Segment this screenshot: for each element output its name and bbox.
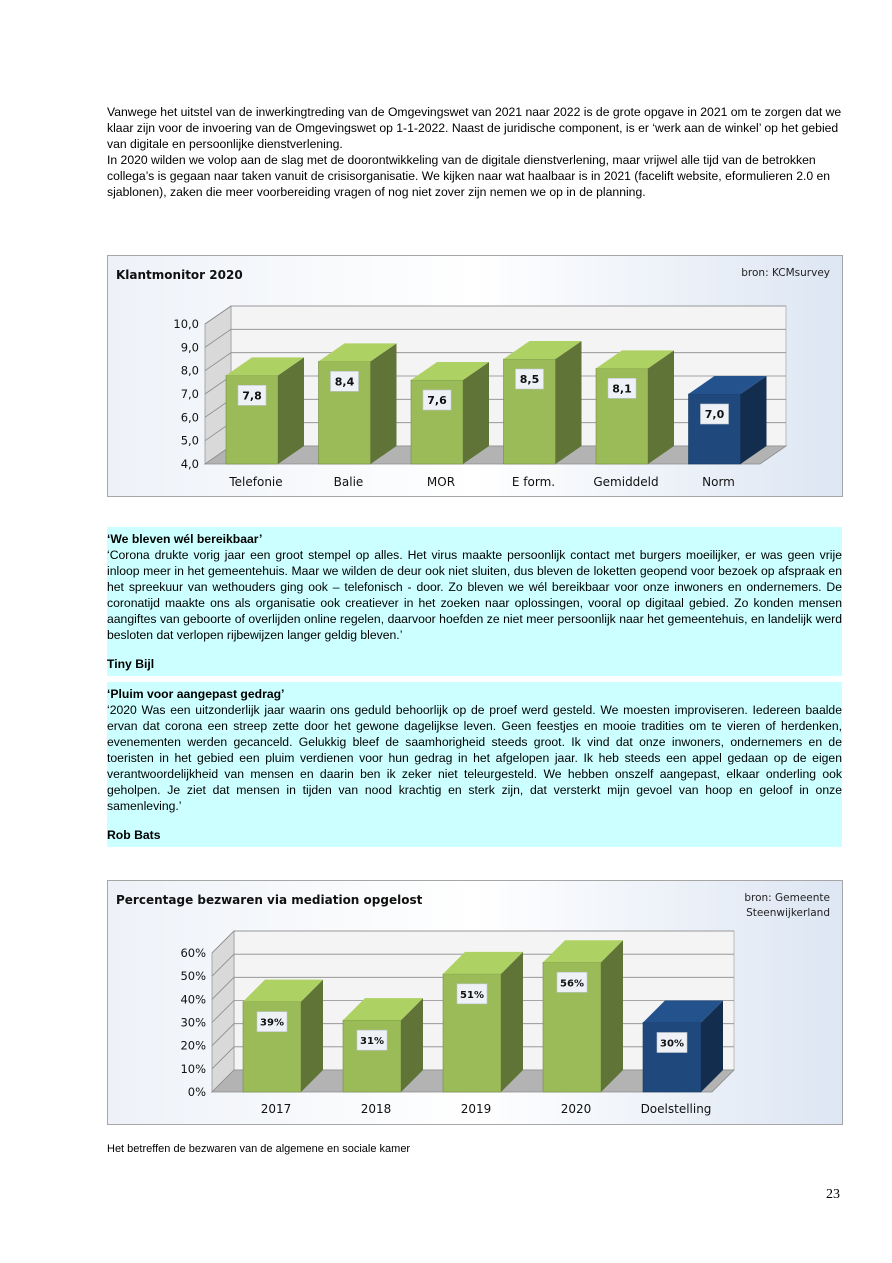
x-tick-label: 2018 [360, 1102, 392, 1116]
y-tick-label: 6,0 [180, 410, 199, 425]
bar-side [556, 341, 582, 464]
bar [411, 362, 489, 464]
quote-title: ‘We bleven wél bereikbaar’ [107, 532, 263, 546]
data-label: 7,6 [427, 394, 447, 407]
quote-block [107, 527, 842, 676]
data-label: 7,8 [242, 389, 262, 403]
bar-side [501, 952, 523, 1092]
y-tick-label: 9,0 [180, 340, 199, 355]
x-tick-label: 2020 [560, 1102, 592, 1116]
x-tick-label: Telefonie [229, 475, 283, 489]
y-tick-label: 20% [180, 1038, 206, 1053]
chart-source [744, 891, 830, 921]
chart-source-line: bron: Gemeente [744, 892, 830, 904]
intro-paragraph: In 2020 wilden we volop aan de slag met de doorontwikkeling van de digitale dienstverlening, maar vrijwel alle tijd van de betrokken collega’s is gegaan naar taken vanuit de crisisorganisatie. We kijken naar wat haalbaar is in 2021 (facelift website, eformulieren 2.0 en sjablonen), zaken die meer voorbereiding vragen of nog niet zover zijn nemen we op in de planning. [107, 153, 831, 199]
chart-title: Klantmonitor 2020 [116, 268, 243, 282]
y-tick-label: 0% [187, 1085, 206, 1099]
data-label: 39% [260, 1017, 284, 1029]
bar [226, 357, 304, 464]
bar [689, 376, 767, 464]
quote-text: ‘2020 Was een uitzonderlijk jaar waarin ons geduld behoorlijk op de proef werd gesteld. We moesten improviseren. Iedereen baalde ervan dat corona een streep zette door het gewone dagelijkse leven. Geen feestjes en mooie tradities om te vieren of herdenken, evenementen werden gecanceld. Gelukkig bleef de saamhorigheid steeds groot. Ik vind dat onze inwoners, ondernemers en de toeristen in het gebied een pluim verdienen voor hun gedrag in het afgelopen jaar. Ik heb steeds een appel gedaan op de eigen verantwoordelijkheid van mensen en daarin ben ik zeker niet teleurgesteld. We hebben onszelf aangepast, elkaar onderling ook geholpen. Je ziet dat mensen in tijden van nood krachtig en sterk zijn, dat versterkt mijn gevoel van hoop en geloof in onze samenleving.’ [107, 703, 842, 813]
data-label: 56% [560, 978, 584, 990]
y-tick-label: 8,0 [180, 363, 199, 378]
x-tick-label: E form. [511, 475, 556, 489]
data-label: 31% [360, 1036, 384, 1048]
bar [319, 343, 397, 464]
intro-paragraph: Vanwege het uitstel van de inwerkingtreding van de Omgevingswet van 2021 naar 2022 is de grote opgave in 2021 om te zorgen dat we klaar zijn voor de invoering van de Omgevingswet op 1-1-2022. Naast de juridische component, is er ‘werk aan de winkel’ op het gebied van digitale en persoonlijke dienstverlening. [107, 105, 842, 151]
bar [596, 350, 674, 464]
x-tick-label: 2017 [260, 1102, 292, 1116]
chart-source: bron: KCMsurvey [741, 267, 830, 279]
quote-block [107, 682, 842, 847]
klantmonitor-chart-svg [108, 256, 842, 496]
bar [443, 952, 523, 1092]
klantmonitor-chart [107, 255, 843, 497]
data-label: 8,5 [519, 373, 540, 386]
y-tick-label: 30% [180, 1015, 206, 1030]
data-label: 7,0 [704, 408, 725, 421]
mediation-chart [107, 880, 843, 1125]
bar-side [371, 343, 397, 464]
quote-author: Tiny Bijl [107, 657, 155, 671]
mediation-chart-svg [108, 881, 842, 1124]
bar [343, 998, 423, 1092]
y-tick-label: 4,0 [180, 457, 199, 471]
bar-side [601, 940, 623, 1092]
x-tick-label: Norm [702, 475, 735, 489]
page-number: 23 [826, 1187, 840, 1202]
data-label: 8,1 [612, 382, 632, 396]
x-tick-label: 2019 [460, 1102, 492, 1116]
chart-title: Percentage bezwaren via mediation opgelost [116, 893, 423, 907]
data-label: 8,4 [334, 375, 355, 389]
x-tick-label: Balie [333, 475, 364, 489]
quote-text: ‘Corona drukte vorig jaar een groot stempel op alles. Het virus maakte persoonlijk contact met burgers moeilijker, er was geen vrije inloop meer in het gemeentehuis. Maar we wilden de deur ook niet sluiten, dus bleven de loketten geopend voor bezoek op afspraak en het spreekuur van wethouders ging ook – telefonisch - door. Zo bleven we wél bereikbaar voor onze inwoners en ondernemers. De coronatijd maakte ons als organisatie ook creatiever in het zoeken naar oplossingen, vooral op digitaal gebied. Zo konden mensen aangiftes van geboorte of overlijden online regelen, daarvoor hoefden ze niet meer persoonlijk naar het gemeentehuis, en landelijk werd besloten dat verlopen rijbewijzen langer geldig bleven.’ [107, 548, 842, 642]
y-tick-label: 40% [180, 992, 206, 1007]
y-tick-label: 60% [180, 946, 206, 960]
x-tick-label: Gemiddeld [593, 475, 659, 489]
chart-source-line: Steenwijkerland [746, 907, 830, 919]
quote-author: Rob Bats [107, 828, 161, 842]
data-label: 51% [460, 989, 484, 1001]
bar [543, 940, 623, 1092]
quote-title: ‘Pluim voor aangepast gedrag’ [107, 687, 285, 701]
footnote: Het betreffen de bezwaren van de algemene en sociale kamer [107, 1143, 411, 1155]
x-tick-label: Doelstelling [640, 1102, 712, 1116]
y-tick-label: 50% [180, 969, 206, 984]
y-tick-label: 10,0 [173, 317, 199, 331]
data-label: 30% [660, 1038, 684, 1050]
y-tick-label: 7,0 [180, 387, 199, 401]
bar-side [278, 357, 304, 464]
x-tick-label: MOR [426, 475, 456, 489]
y-tick-label: 5,0 [180, 433, 199, 448]
y-tick-label: 10% [180, 1061, 206, 1076]
bar [504, 341, 582, 464]
bar-side [648, 350, 674, 464]
bar [643, 1001, 723, 1093]
intro-text [107, 104, 843, 200]
bar [243, 980, 323, 1092]
